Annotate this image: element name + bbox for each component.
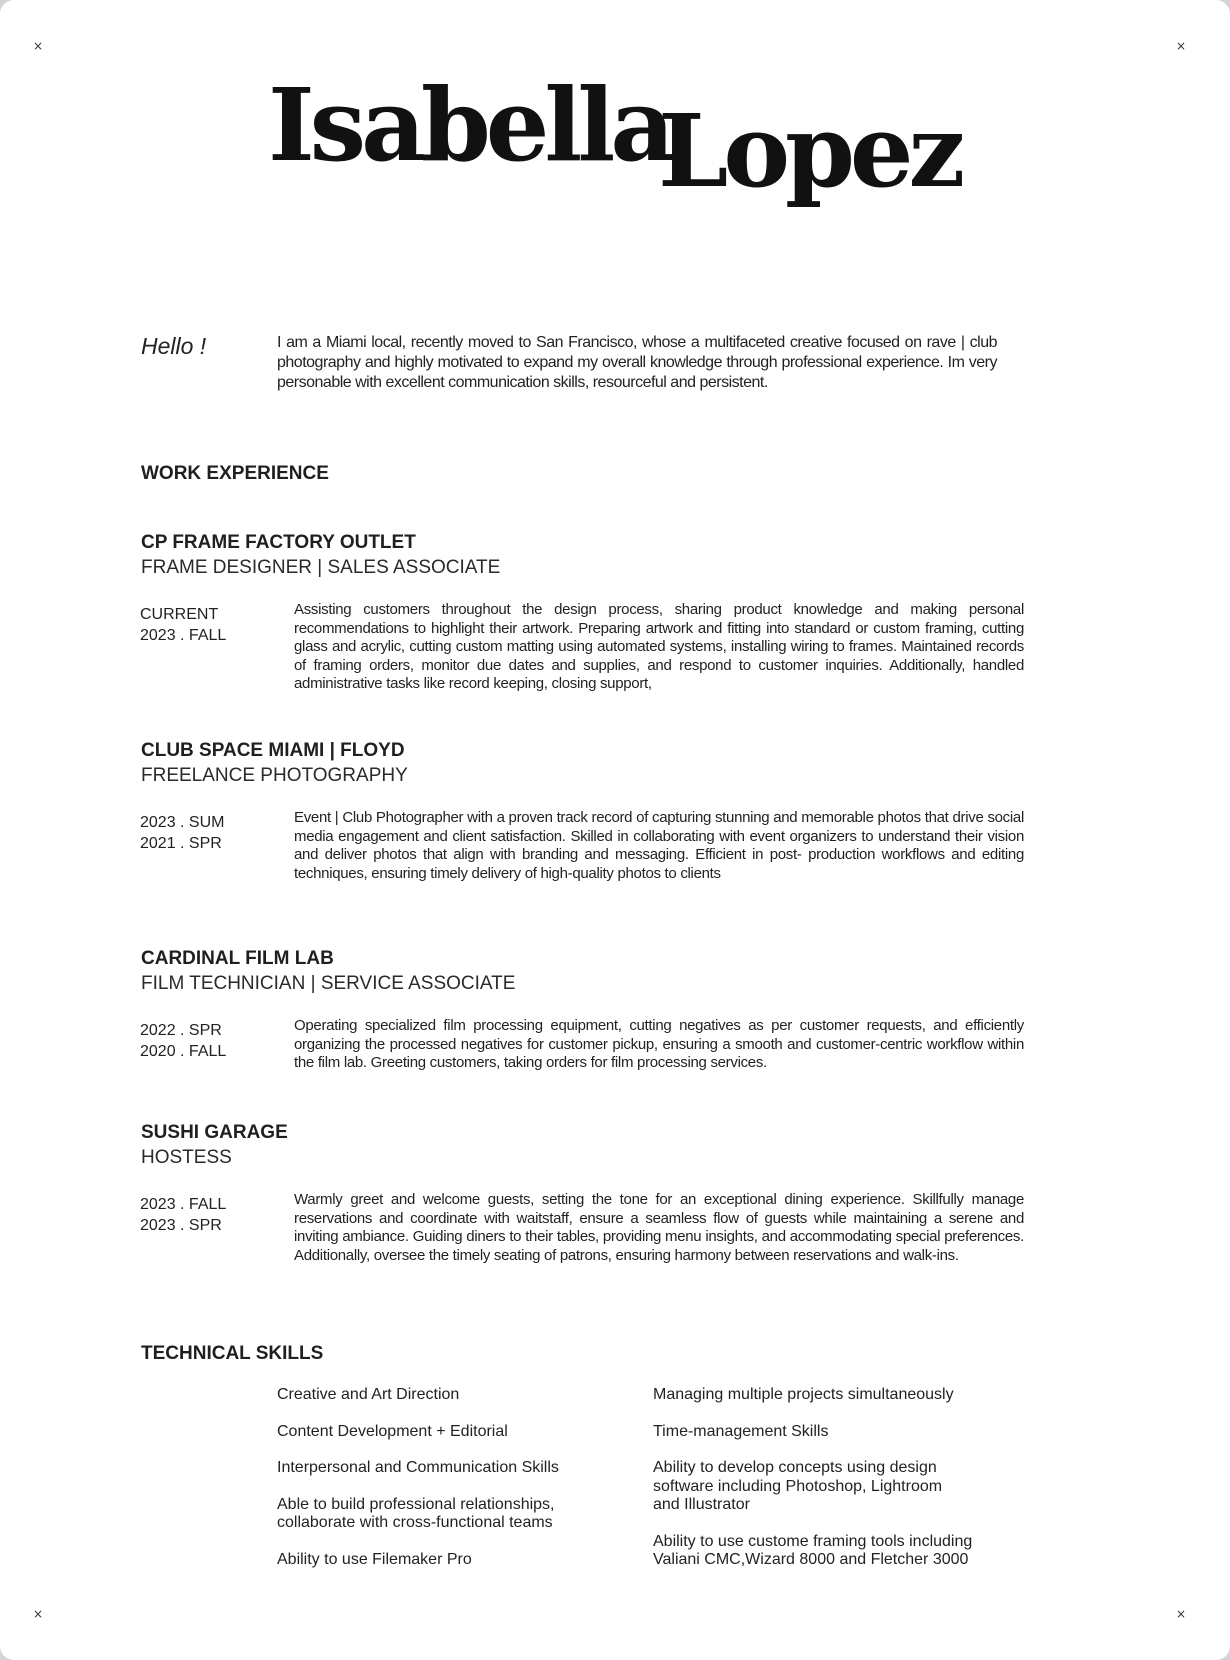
company-name: CP FRAME FACTORY OUTLET [141, 532, 416, 553]
job-entry [141, 739, 1031, 883]
date-end: 2022 . SPR [140, 1022, 222, 1039]
skill-item: Ability to develop concepts using design software including Photoshop, Lightroom and Illustrator [653, 1459, 943, 1513]
name-last: Lopez [658, 92, 961, 210]
skill-item: Content Development + Editorial [277, 1422, 508, 1440]
company-name: CLUB SPACE MIAMI | FLOYD [141, 740, 405, 761]
job-dates [140, 813, 224, 854]
job-role: FRAME DESIGNER | SALES ASSOCIATE [141, 557, 501, 578]
job-description: Operating specialized film processing equipment, cutting negatives as per customer requests, and efficiently organizing the processed negatives for customer pickup, ensuring a smooth and customer-centric workflow within the film lab. Greeting customers, taking orders for film processing services. [294, 1017, 1024, 1071]
skills-column-right [653, 1386, 993, 1588]
skill-item: Time-management Skills [653, 1422, 829, 1440]
job-role: HOSTESS [141, 1147, 232, 1168]
job-description: Assisting customers throughout the design process, sharing product knowledge and making personal recommendations to highlight their artwork. Preparing artwork and fitting into standard or custom framing, cutting glass and acrylic, cutting custom matting using automated systems, installing wiring to frames. Maintained records of framing orders, monitor due dates and supplies, and respond to customer inquiries. Additionally, handled administrative tasks like record keeping, closing support, [294, 601, 1024, 692]
job-description: Warmly greet and welcome guests, setting the tone for an exceptional dining experience. Skillfully manage reservations and coordinate with waitstaff, ensure a seamless flow of guests while maintaining a serene and inviting ambiance. Guiding diners to their tables, providing menu insights, and accommodating special preferences. Additionally, oversee the timely seating of patrons, ensuring harmony between reservations and walk-ins. [294, 1191, 1024, 1264]
skill-item: Managing multiple projects simultaneously [653, 1386, 954, 1403]
greeting: Hello ! [141, 333, 207, 359]
date-end: CURRENT [140, 606, 219, 623]
skill-item: Interpersonal and Communication Skills [277, 1459, 559, 1476]
technical-skills-heading: TECHNICAL SKILLS [141, 1343, 324, 1364]
job-entry [141, 531, 1031, 694]
job-dates [140, 605, 226, 646]
company-name: CARDINAL FILM LAB [141, 948, 334, 969]
date-end: 2023 . FALL [140, 1196, 227, 1213]
skill-item: Ability to use Filemaker Pro [277, 1550, 472, 1568]
job-dates [140, 1021, 226, 1062]
crop-mark-top-left: × [33, 39, 44, 53]
date-start: 2023 . FALL [140, 626, 227, 644]
skill-item: Creative and Art Direction [277, 1386, 460, 1403]
date-start: 2021 . SPR [140, 834, 222, 852]
crop-mark-top-right: × [1176, 39, 1187, 53]
skill-item: Ability to use custome framing tools including Valiani CMC,Wizard 8000 and Fletcher 3000 [653, 1532, 973, 1568]
crop-mark-bottom-right: × [1176, 1607, 1187, 1621]
work-experience-heading: WORK EXPERIENCE [141, 463, 329, 484]
date-start: 2023 . SPR [140, 1216, 222, 1234]
job-entry [141, 947, 1031, 1073]
date-end: 2023 . SUM [140, 814, 225, 831]
job-role: FILM TECHNICIAN | SERVICE ASSOCIATE [141, 973, 516, 994]
skill-item: Able to build professional relationships, collaborate with cross-functional teams [277, 1495, 555, 1531]
company-name: SUSHI GARAGE [141, 1122, 288, 1143]
job-description: Event | Club Photographer with a proven track record of capturing stunning and memorable photos that drive social media engagement and client satisfaction. Skilled in collaborating with event organizers to understand their vision and deliver photos that align with branding and messaging. Efficient in post- production workflows and editing techniques, ensuring timely delivery of high-quality photos to clients [294, 809, 1024, 882]
name-first: Isabella [268, 66, 671, 184]
skills-column-left [277, 1386, 587, 1587]
date-start: 2020 . FALL [140, 1042, 227, 1060]
job-dates [140, 1195, 226, 1236]
crop-mark-bottom-left: × [33, 1607, 44, 1621]
job-entry [141, 1121, 1031, 1265]
intro-text: I am a Miami local, recently moved to San Francisco, whose a multifaceted creative focused on rave | club photography and highly motivated to expand my overall knowledge through professional experience. Im very personable with excellent communication skills, resourceful and persistent. [277, 334, 997, 391]
job-role: FREELANCE PHOTOGRAPHY [141, 765, 408, 786]
